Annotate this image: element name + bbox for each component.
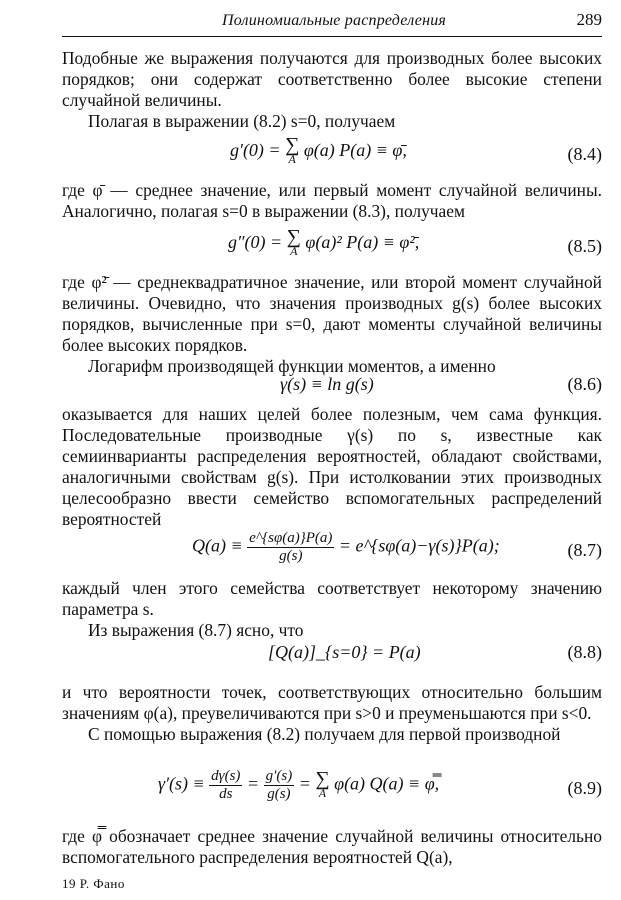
paragraph-2: Полагая в выражении (8.2) s=0, получаем [88,111,396,131]
eq-8-9-number: (8.9) [567,778,602,798]
equation-8-8 [62,640,602,670]
equation-8-6 [62,372,602,400]
signature-mark: 19 Р. Фано [62,876,125,891]
text-block-5 [62,578,602,641]
sum-sign: ∑ A [315,767,330,800]
paragraph-3: где φ̄ — среднее значение, или первый момент случайной величины. Аналогично, полагая s=0 в выражении (8.3), получаем [62,180,602,221]
text-block-3 [62,272,602,377]
eq-8-4-lhs: g′(0) = [230,140,286,161]
paragraph-4: где φ²̄ — среднеквадратичное значение, или второй момент случайной величины. Очевидно, что значения производных g(s) более высоких порядков, вычисленные при s=0, дают моменты случайной величины более высоких порядков. [62,272,602,355]
page-number: 289 [576,10,602,29]
sum-sign: ∑ A [286,226,301,258]
paragraph-9: и что вероятности точек, соответствующих относительно большим значениям φ(a), преувеличиваются при s>0 и преуменьшаются при s<0. [62,682,602,723]
running-title: Полиномиальные распределения [222,12,447,29]
sum-sign: ∑ A [285,134,300,166]
text-block-6 [62,682,602,745]
paragraph-11: где φ̿ обозначает среднее значение случайной величины относительно вспомогательного распределения вероятностей Q(a), [62,826,602,867]
eq-8-9-lhs: γ′(s) ≡ [158,773,210,794]
eq-8-7-fraction: $\frac{e\^{}\{s\varphi(a)\}P(a)}{g(s)}$ [249,530,333,564]
eq-8-7-lhs: Q(a) ≡ [192,535,248,556]
eq-8-9-fraction-1: $\frac{d\gamma(s)}{ds}$ [211,768,241,802]
eq-8-4-number: (8.4) [567,144,602,164]
text-block-4 [62,404,602,530]
equation-8-7 [62,528,602,572]
eq-8-5-rhs: φ(a)² P(a) ≡ φ²̄, [305,232,420,253]
equation-8-9: γ′(s) ≡ $\frac{d\gamma(s)}{ds}$ = $\frac{g'(s)}{g(s)}$ = ∑ A φ(a) Q(a) ≡ φ̿, (8.9) [158,767,602,802]
paragraph-8: Из выражения (8.7) ясно, что [88,620,304,640]
eq-8-6-number: (8.6) [567,374,602,394]
paragraph-1: Подобные же выражения получаются для производных более высоких порядков; они содержат соответственно более высокие степени случайной величины. [62,48,602,110]
text-block-1 [62,48,602,132]
running-header [62,8,602,37]
eq-8-4-rhs: φ(a) P(a) ≡ φ̄, [303,140,407,161]
paragraph-6: оказывается для наших целей более полезным, чем сама функция. Последовательные производные γ(s) по s, известные как семиинварианты распределения вероятностей, обладают свойствами, аналогичными свойствам g(s). При истолковании этих производных целесообразно ввести семейство вспомогательных распределений вероятностей [62,404,602,529]
eq-8-8-formula: [Q(a)]_{s=0} = P(a) [268,642,421,662]
eq-8-9-rhs: φ(a) Q(a) ≡ φ̿, [334,773,440,794]
eq-8-5-number: (8.5) [567,236,602,256]
paragraph-5: Логарифм производящей функции моментов, а именно [88,356,496,376]
text-block-2 [62,180,602,222]
equation-8-4 [62,134,602,174]
equation-8-5 [62,226,602,266]
eq-8-6-formula: γ(s) ≡ ln g(s) [280,374,374,394]
eq-8-7-rhs: = e^{sφ(a)−γ(s)}P(a); [338,535,500,556]
paragraph-10: С помощью выражения (8.2) получаем для первой производной [88,724,561,744]
eq-8-7-number: (8.7) [567,540,602,560]
text-block-7 [62,826,602,868]
eq-8-9-fraction-2: $\frac{g'(s)}{g(s)}$ [265,768,293,802]
eq-8-5-lhs: g″(0) = [228,232,287,253]
paragraph-7: каждый член этого семейства соответствует некоторому значению параметра s. [62,578,602,619]
eq-8-8-number: (8.8) [567,642,602,662]
